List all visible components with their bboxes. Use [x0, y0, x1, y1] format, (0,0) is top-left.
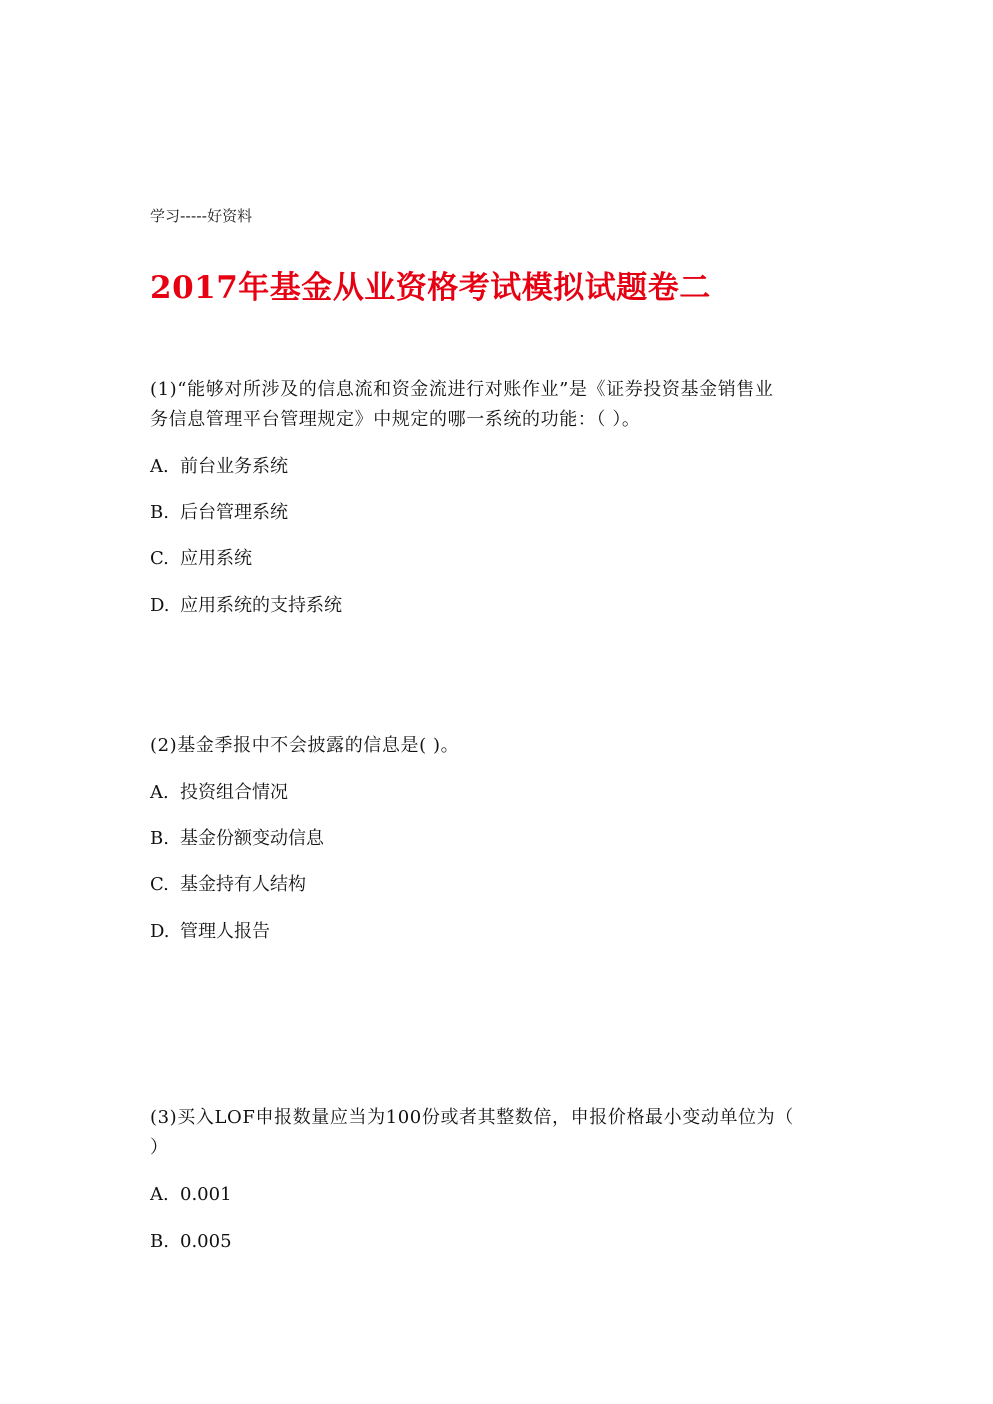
question-3-option-a	[150, 1181, 232, 1209]
question-2-text-line-1: (2)基金季报中不会披露的信息是( )。	[150, 735, 460, 756]
option-text: 应用系统	[180, 548, 252, 569]
header-note: 学习-----好资料	[150, 207, 253, 225]
question-1-option-c	[150, 545, 252, 573]
question-1-option-a	[150, 453, 288, 481]
question-3-text-line-2: ）	[150, 1137, 169, 1158]
option-letter: A.	[150, 782, 169, 803]
option-text: 投资组合情况	[180, 782, 288, 803]
option-letter: B.	[150, 828, 169, 849]
document-title: 2017年基金从业资格考试模拟试题卷二	[150, 270, 711, 306]
option-text: 应用系统的支持系统	[180, 595, 342, 616]
question-2-option-d	[150, 918, 270, 946]
question-1-text-line-1: (1)“能够对所涉及的信息流和资金流进行对账作业”是《证券投资基金销售业	[150, 379, 774, 400]
option-text: 前台业务系统	[180, 456, 288, 477]
option-letter: A.	[150, 1184, 169, 1205]
option-letter: B.	[150, 502, 169, 523]
option-letter: C.	[150, 874, 169, 895]
option-letter: A.	[150, 456, 169, 477]
option-letter: B.	[150, 1231, 169, 1252]
question-1-option-d	[150, 592, 342, 620]
question-3-option-b	[150, 1228, 232, 1256]
question-2-option-a	[150, 779, 288, 807]
option-text: 基金持有人结构	[180, 874, 306, 895]
option-letter: C.	[150, 548, 169, 569]
option-text: 后台管理系统	[180, 502, 288, 523]
question-2-option-c	[150, 871, 306, 899]
option-letter: D.	[150, 921, 170, 942]
option-text: 0.001	[180, 1184, 232, 1205]
question-1-text-line-2: 务信息管理平台管理规定》中规定的哪一系统的功能：（ ）。	[150, 409, 641, 430]
option-text: 管理人报告	[180, 921, 270, 942]
question-3-text-line-1: (3)买入LOF申报数量应当为100份或者其整数倍，申报价格最小变动单位为（	[150, 1107, 794, 1128]
question-1-option-b	[150, 499, 288, 527]
option-text: 0.005	[180, 1231, 232, 1252]
option-text: 基金份额变动信息	[180, 828, 324, 849]
option-letter: D.	[150, 595, 170, 616]
question-2-option-b	[150, 825, 324, 853]
